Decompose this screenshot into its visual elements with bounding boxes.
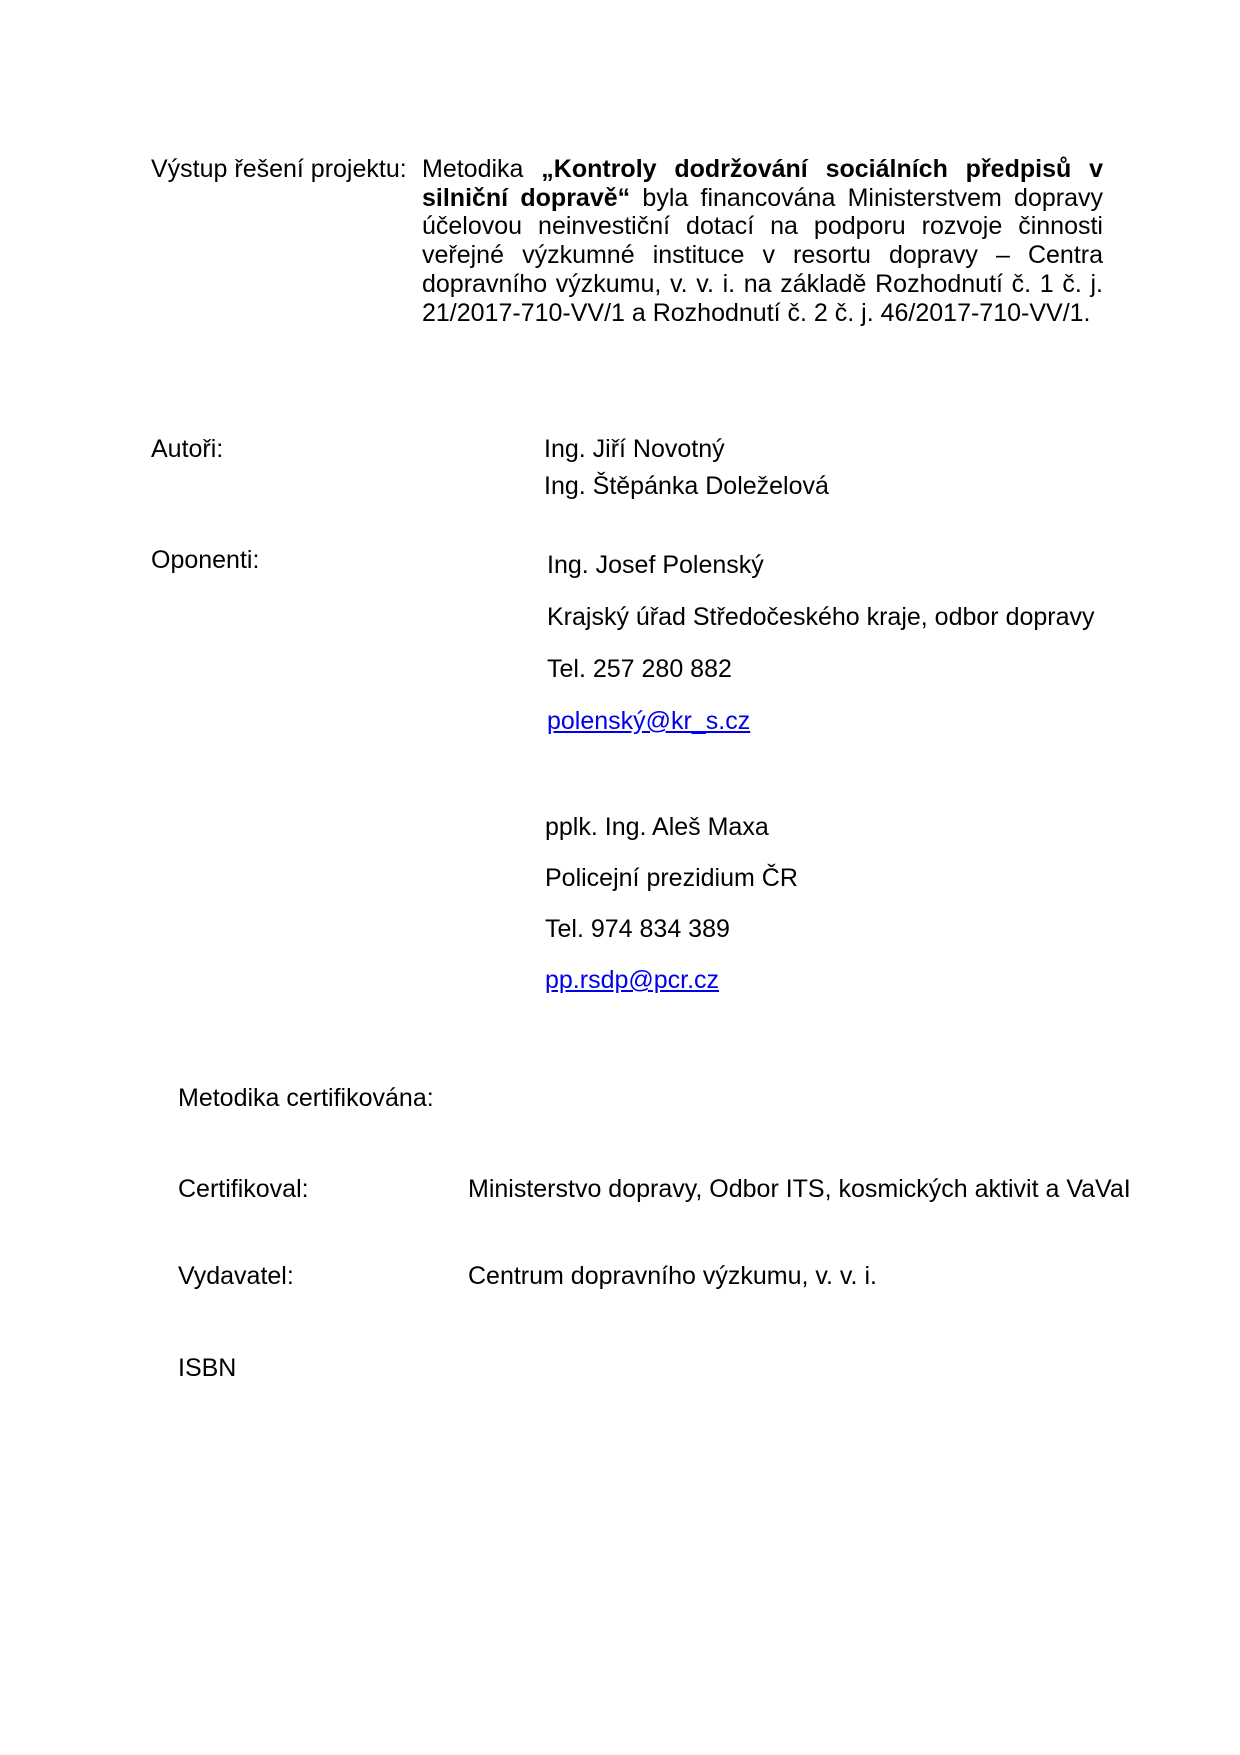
opponents-label: Oponenti:: [151, 546, 260, 574]
opponent-name: pplk. Ing. Aleš Maxa: [545, 813, 769, 841]
project-output-text-pre: Metodika: [422, 155, 542, 183]
publisher-value: Centrum dopravního výzkumu, v. v. i.: [468, 1262, 877, 1290]
authors-label: Autoři:: [151, 435, 224, 463]
publisher-label: Vydavatel:: [178, 1262, 294, 1290]
opponent-phone: Tel. 974 834 389: [545, 915, 730, 943]
opponent-email-link[interactable]: pp.rsdp@pcr.cz: [545, 966, 720, 994]
opponent-affiliation: Krajský úřad Středočeského kraje, odbor dopravy: [547, 603, 1095, 631]
opponent-affiliation: Policejní prezidium ČR: [545, 864, 798, 892]
isbn-label: ISBN: [178, 1354, 237, 1382]
project-output-text-post: byla financována Ministerstvem dopravy účelovou neinvestiční dotací na podporu rozvoje činnosti veřejné výzkumné instituce v resortu dopravy – Centra dopravního výzkumu, v. v. i. na základě Rozhodnutí č. 1 č. j. 21/2017-710-VV/1 a Rozhodnutí č. 2 č. j. 46/2017-710-VV/1.: [422, 183, 1103, 327]
project-output-text-bold: „Kontroly dodržování sociálních předpisů v silniční dopravě“: [422, 155, 1103, 212]
opponent-phone: Tel. 257 280 882: [547, 655, 732, 683]
author-name: Ing. Jiří Novotný: [544, 435, 725, 463]
methodology-certified-label: Metodika certifikována:: [178, 1084, 434, 1112]
opponent-name: Ing. Josef Polenský: [547, 551, 764, 579]
opponent-email-link[interactable]: polenský@kr_s.cz: [547, 707, 751, 735]
project-output-paragraph: [422, 155, 1103, 327]
certifier-value: Ministerstvo dopravy, Odbor ITS, kosmických aktivit a VaVaI: [468, 1175, 1131, 1203]
certifier-label: Certifikoval:: [178, 1175, 309, 1203]
author-name: Ing. Štěpánka Doleželová: [544, 472, 829, 500]
project-output-label: Výstup řešení projektu:: [151, 155, 407, 183]
